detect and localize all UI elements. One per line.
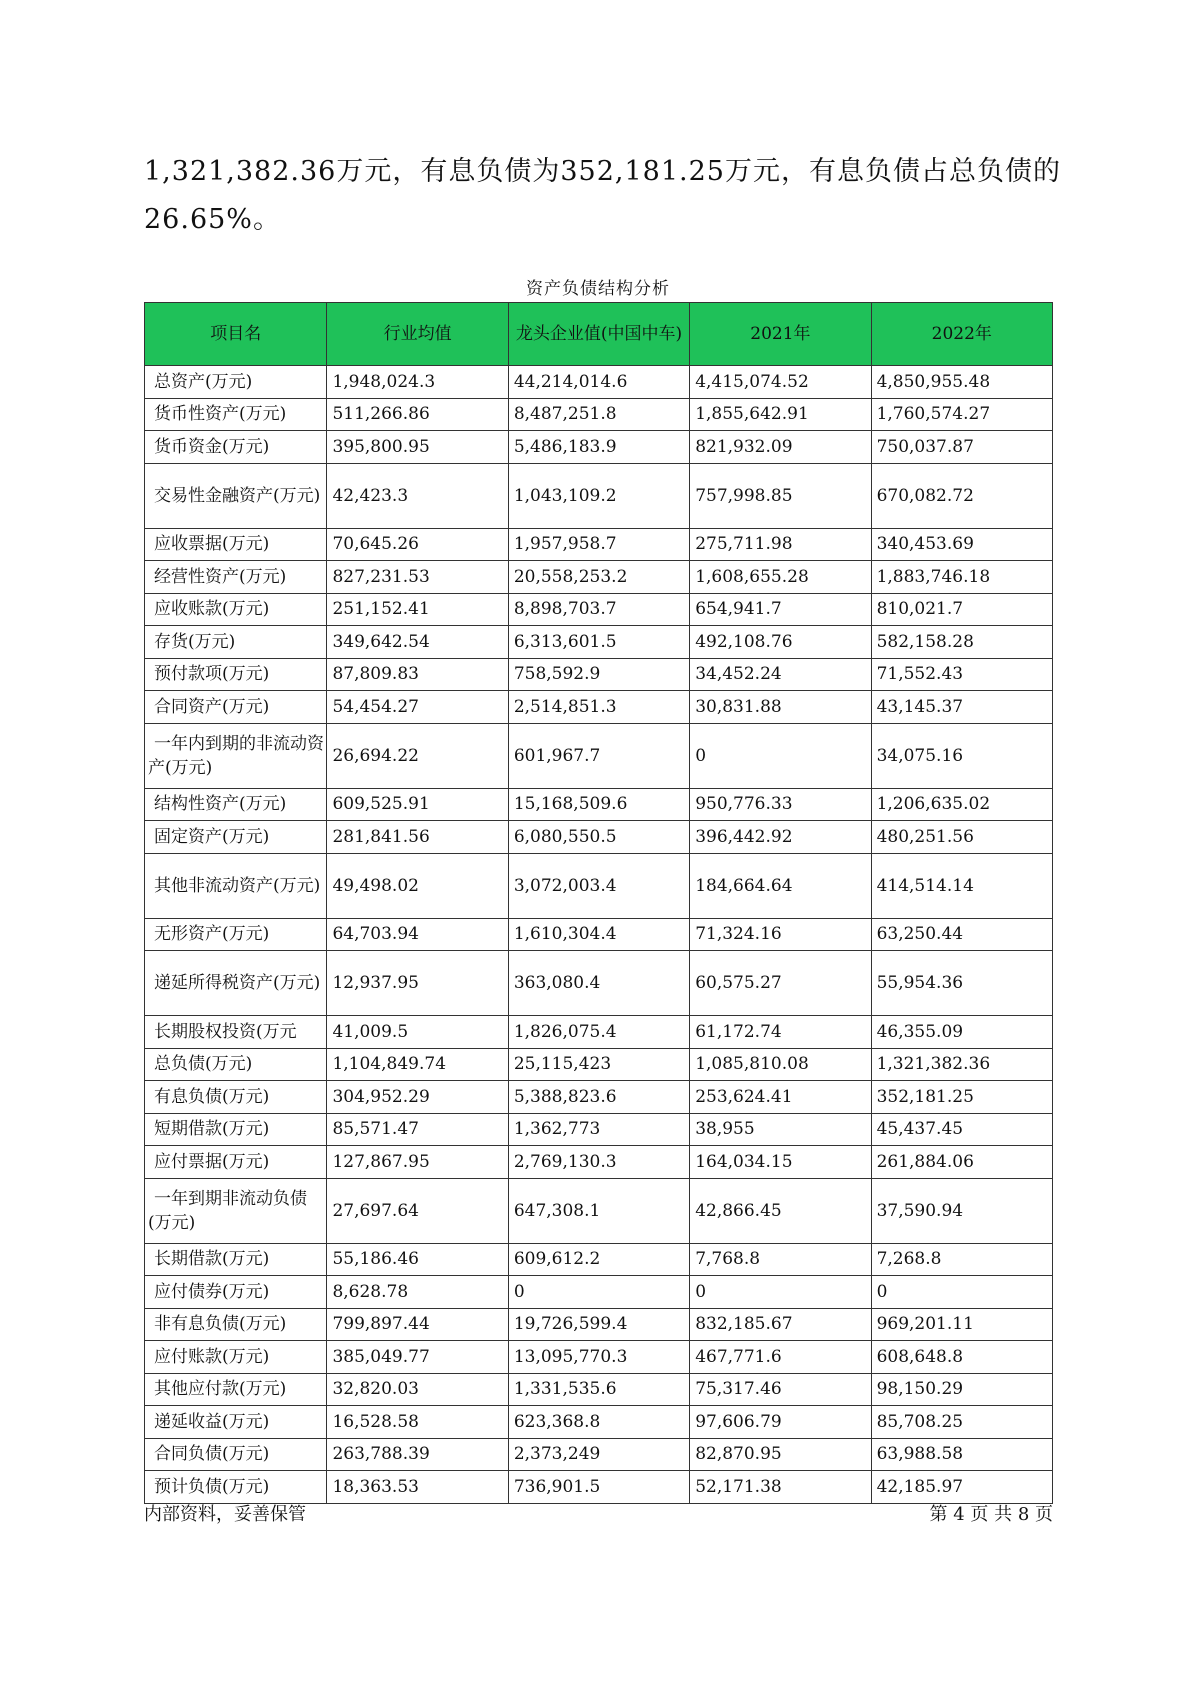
cell-industry-average: 1,948,024.3 [327,366,508,399]
header-cell-leader-value: 龙头企业值(中国中车) [508,303,689,366]
cell-2021: 757,998.85 [690,463,871,528]
cell-leader-value: 2,514,851.3 [508,691,689,724]
cell-industry-average: 27,697.64 [327,1178,508,1243]
cell-leader-value: 2,373,249 [508,1438,689,1471]
cell-leader-value: 19,726,599.4 [508,1308,689,1341]
cell-2021: 492,108.76 [690,626,871,659]
table-row [145,1243,1053,1276]
table-row [145,561,1053,594]
cell-2022: 85,708.25 [871,1406,1052,1439]
table-row [145,1276,1053,1309]
cell-leader-value: 25,115,423 [508,1048,689,1081]
cell-2022: 352,181.25 [871,1081,1052,1114]
cell-2021: 75,317.46 [690,1373,871,1406]
cell-2021: 60,575.27 [690,951,871,1016]
cell-item-name: 一年到期非流动负债(万元) [145,1178,327,1243]
cell-leader-value: 13,095,770.3 [508,1341,689,1374]
cell-2022: 969,201.11 [871,1308,1052,1341]
cell-2021: 1,855,642.91 [690,398,871,431]
cell-2022: 63,988.58 [871,1438,1052,1471]
cell-leader-value: 1,331,535.6 [508,1373,689,1406]
footer-page-number: 第 4 页 共 8 页 [929,1504,1053,1525]
table-row [145,951,1053,1016]
cell-item-name: 一年内到期的非流动资产(万元) [145,723,327,788]
cell-2022: 582,158.28 [871,626,1052,659]
cell-2022: 608,648.8 [871,1341,1052,1374]
cell-2022: 37,590.94 [871,1178,1052,1243]
cell-item-name: 有息负债(万元) [145,1081,327,1114]
cell-2022: 0 [871,1276,1052,1309]
paragraph-line-2: 26.65%。 [144,204,281,235]
cell-leader-value: 1,957,958.7 [508,528,689,561]
cell-item-name: 结构性资产(万元) [145,788,327,821]
cell-leader-value: 363,080.4 [508,951,689,1016]
table-caption: 资产负债结构分析 [526,279,670,299]
cell-2022: 480,251.56 [871,821,1052,854]
cell-leader-value: 623,368.8 [508,1406,689,1439]
table-row [145,853,1053,918]
table-row [145,691,1053,724]
cell-item-name: 其他非流动资产(万元) [145,853,327,918]
cell-2022: 1,206,635.02 [871,788,1052,821]
header-cell-industry-average: 行业均值 [327,303,508,366]
table-row [145,398,1053,431]
table-row [145,528,1053,561]
table-row [145,1081,1053,1114]
cell-leader-value: 1,362,773 [508,1113,689,1146]
cell-2021: 52,171.38 [690,1471,871,1504]
cell-leader-value: 601,967.7 [508,723,689,788]
cell-2022: 7,268.8 [871,1243,1052,1276]
cell-industry-average: 18,363.53 [327,1471,508,1504]
cell-item-name: 经营性资产(万元) [145,561,327,594]
cell-item-name: 应收账款(万元) [145,593,327,626]
cell-2022: 4,850,955.48 [871,366,1052,399]
cell-2021: 396,442.92 [690,821,871,854]
cell-item-name: 总负债(万元) [145,1048,327,1081]
header-cell-item: 项目名 [145,303,327,366]
cell-2021: 71,324.16 [690,918,871,951]
cell-item-name: 货币资金(万元) [145,431,327,464]
cell-item-name: 应付账款(万元) [145,1341,327,1374]
cell-2021: 82,870.95 [690,1438,871,1471]
cell-2021: 61,172.74 [690,1016,871,1049]
cell-industry-average: 1,104,849.74 [327,1048,508,1081]
cell-2021: 832,185.67 [690,1308,871,1341]
table-row [145,593,1053,626]
cell-leader-value: 758,592.9 [508,658,689,691]
cell-industry-average: 12,937.95 [327,951,508,1016]
cell-item-name: 应付债券(万元) [145,1276,327,1309]
cell-2022: 810,021.7 [871,593,1052,626]
cell-2021: 0 [690,723,871,788]
cell-leader-value: 736,901.5 [508,1471,689,1504]
cell-leader-value: 44,214,014.6 [508,366,689,399]
cell-industry-average: 827,231.53 [327,561,508,594]
cell-leader-value: 5,486,183.9 [508,431,689,464]
cell-2021: 34,452.24 [690,658,871,691]
cell-leader-value: 15,168,509.6 [508,788,689,821]
table-row [145,658,1053,691]
footer-confidential-note: 内部资料，妥善保管 [144,1504,306,1525]
cell-industry-average: 49,498.02 [327,853,508,918]
table-row [145,821,1053,854]
cell-item-name: 长期借款(万元) [145,1243,327,1276]
cell-leader-value: 8,487,251.8 [508,398,689,431]
cell-item-name: 递延所得税资产(万元) [145,951,327,1016]
cell-industry-average: 32,820.03 [327,1373,508,1406]
cell-2022: 340,453.69 [871,528,1052,561]
cell-2021: 654,941.7 [690,593,871,626]
cell-leader-value: 6,313,601.5 [508,626,689,659]
cell-item-name: 总资产(万元) [145,366,327,399]
cell-2022: 55,954.36 [871,951,1052,1016]
table-row [145,1016,1053,1049]
cell-2021: 1,085,810.08 [690,1048,871,1081]
cell-2022: 46,355.09 [871,1016,1052,1049]
cell-leader-value: 647,308.1 [508,1178,689,1243]
cell-2022: 261,884.06 [871,1146,1052,1179]
cell-industry-average: 64,703.94 [327,918,508,951]
cell-industry-average: 281,841.56 [327,821,508,854]
cell-2021: 821,932.09 [690,431,871,464]
header-cell-2021: 2021年 [690,303,871,366]
cell-industry-average: 85,571.47 [327,1113,508,1146]
cell-leader-value: 0 [508,1276,689,1309]
cell-2022: 414,514.14 [871,853,1052,918]
cell-2022: 34,075.16 [871,723,1052,788]
cell-leader-value: 8,898,703.7 [508,593,689,626]
cell-2022: 42,185.97 [871,1471,1052,1504]
cell-2022: 98,150.29 [871,1373,1052,1406]
cell-2021: 42,866.45 [690,1178,871,1243]
table-row [145,918,1053,951]
cell-leader-value: 20,558,253.2 [508,561,689,594]
cell-industry-average: 127,867.95 [327,1146,508,1179]
cell-leader-value: 1,043,109.2 [508,463,689,528]
cell-industry-average: 26,694.22 [327,723,508,788]
table-row [145,723,1053,788]
cell-2022: 71,552.43 [871,658,1052,691]
cell-item-name: 应付票据(万元) [145,1146,327,1179]
cell-industry-average: 263,788.39 [327,1438,508,1471]
table-row [145,1406,1053,1439]
cell-leader-value: 1,610,304.4 [508,918,689,951]
cell-2022: 670,082.72 [871,463,1052,528]
cell-2021: 4,415,074.52 [690,366,871,399]
cell-industry-average: 87,809.83 [327,658,508,691]
table-row [145,1308,1053,1341]
cell-2021: 164,034.15 [690,1146,871,1179]
cell-2022: 45,437.45 [871,1113,1052,1146]
cell-item-name: 合同负债(万元) [145,1438,327,1471]
cell-industry-average: 16,528.58 [327,1406,508,1439]
cell-industry-average: 41,009.5 [327,1016,508,1049]
cell-industry-average: 304,952.29 [327,1081,508,1114]
header-cell-2022: 2022年 [871,303,1052,366]
cell-industry-average: 251,152.41 [327,593,508,626]
cell-2022: 43,145.37 [871,691,1052,724]
cell-item-name: 预计负债(万元) [145,1471,327,1504]
cell-2021: 253,624.41 [690,1081,871,1114]
cell-item-name: 递延收益(万元) [145,1406,327,1439]
cell-2022: 750,037.87 [871,431,1052,464]
cell-2021: 30,831.88 [690,691,871,724]
table-row [145,1146,1053,1179]
cell-2021: 97,606.79 [690,1406,871,1439]
table-row [145,431,1053,464]
cell-2022: 63,250.44 [871,918,1052,951]
cell-item-name: 预付款项(万元) [145,658,327,691]
cell-leader-value: 2,769,130.3 [508,1146,689,1179]
table-row [145,1438,1053,1471]
body-paragraph [144,148,1061,244]
cell-item-name: 合同资产(万元) [145,691,327,724]
cell-2021: 0 [690,1276,871,1309]
table-row [145,626,1053,659]
table-row [145,1373,1053,1406]
balance-sheet-table [144,302,1053,1504]
cell-2022: 1,321,382.36 [871,1048,1052,1081]
cell-item-name: 货币性资产(万元) [145,398,327,431]
cell-leader-value: 1,826,075.4 [508,1016,689,1049]
table-row [145,1178,1053,1243]
cell-leader-value: 3,072,003.4 [508,853,689,918]
table-row [145,1341,1053,1374]
cell-item-name: 存货(万元) [145,626,327,659]
cell-item-name: 无形资产(万元) [145,918,327,951]
cell-leader-value: 5,388,823.6 [508,1081,689,1114]
cell-item-name: 其他应付款(万元) [145,1373,327,1406]
cell-industry-average: 395,800.95 [327,431,508,464]
table-body [145,366,1053,1504]
cell-2021: 38,955 [690,1113,871,1146]
cell-2021: 7,768.8 [690,1243,871,1276]
cell-item-name: 短期借款(万元) [145,1113,327,1146]
paragraph-line-1: 1,321,382.36万元，有息负债为352,181.25万元，有息负债占总负债的 [144,156,1061,187]
cell-2021: 467,771.6 [690,1341,871,1374]
cell-industry-average: 55,186.46 [327,1243,508,1276]
cell-industry-average: 54,454.27 [327,691,508,724]
cell-2021: 275,711.98 [690,528,871,561]
cell-2021: 1,608,655.28 [690,561,871,594]
table-row [145,366,1053,399]
cell-2021: 950,776.33 [690,788,871,821]
cell-leader-value: 609,612.2 [508,1243,689,1276]
cell-2022: 1,760,574.27 [871,398,1052,431]
cell-item-name: 长期股权投资(万元 [145,1016,327,1049]
table-header-row [145,303,1053,366]
cell-industry-average: 70,645.26 [327,528,508,561]
cell-industry-average: 385,049.77 [327,1341,508,1374]
cell-item-name: 非有息负债(万元) [145,1308,327,1341]
cell-industry-average: 799,897.44 [327,1308,508,1341]
cell-item-name: 固定资产(万元) [145,821,327,854]
cell-item-name: 应收票据(万元) [145,528,327,561]
cell-industry-average: 609,525.91 [327,788,508,821]
table-row [145,1113,1053,1146]
cell-industry-average: 349,642.54 [327,626,508,659]
cell-2021: 184,664.64 [690,853,871,918]
cell-industry-average: 8,628.78 [327,1276,508,1309]
cell-leader-value: 6,080,550.5 [508,821,689,854]
table-row [145,1471,1053,1504]
cell-item-name: 交易性金融资产(万元) [145,463,327,528]
cell-industry-average: 42,423.3 [327,463,508,528]
cell-2022: 1,883,746.18 [871,561,1052,594]
table-row [145,1048,1053,1081]
table-row [145,788,1053,821]
table-row [145,463,1053,528]
cell-industry-average: 511,266.86 [327,398,508,431]
